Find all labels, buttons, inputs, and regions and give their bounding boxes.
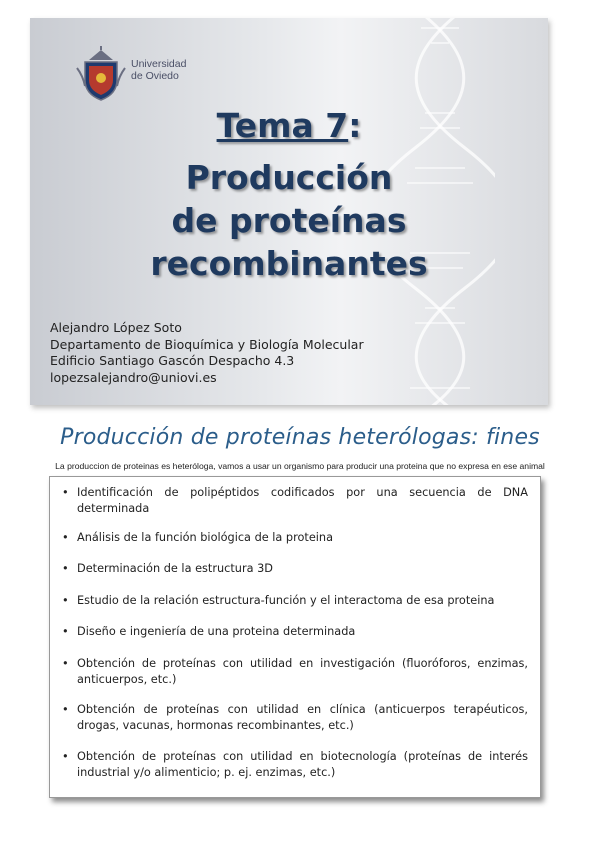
list-item-text: Análisis de la función biológica de la proteina [77,531,334,544]
bullet-icon: • [62,531,69,544]
list-item [62,702,528,734]
author-info [50,320,364,386]
slide-title [30,156,548,285]
author-department: Departamento de Bioquímica y Biología Molecular [50,336,364,352]
university-crest-icon [75,46,127,102]
list-item-text: Determinación de la estructura 3D [77,562,273,575]
purposes-card [49,476,541,798]
title-slide [30,18,548,405]
handwritten-note: La produccion de proteinas es heteróloga, vamos a usar un organismo para producir una proteina que no expresa en ese animal [55,461,545,471]
university-name-line2: de Oviedo [131,70,179,82]
bullet-icon: • [62,625,69,638]
bullet-icon: • [62,594,69,607]
list-item [62,485,528,517]
list-item [62,593,528,609]
bullet-icon: • [62,657,69,670]
list-item-text: Obtención de proteínas con utilidad en clínica (anticuerpos terapéuticos, drogas, vacunas, hormonas recombinantes, etc.) [77,703,528,732]
topic-label: Tema 7 [216,106,349,145]
university-name-line1: Universidad [131,58,187,70]
list-item [62,749,528,781]
section-title: Producción de proteínas heterólogas: fines [60,425,540,450]
list-item-text: Diseño e ingeniería de una proteina determinada [77,625,356,638]
list-item-text: Identificación de polipéptidos codificados por una secuencia de DNA determinada [77,486,528,515]
list-item [62,530,528,546]
university-logo [75,46,215,102]
bullet-icon: • [62,750,69,763]
bullet-icon: • [62,703,69,716]
slide-title-line-2: de proteínas [171,201,407,240]
list-item-text: Obtención de proteínas con utilidad en investigación (fluoróforos, enzimas, anticuerpos, etc.) [77,657,528,686]
topic-colon: : [348,106,362,145]
slide-title-block [30,106,548,285]
list-item [62,656,528,688]
author-name: Alejandro López Soto [50,320,182,335]
list-item-text: Estudio de la relación estructura-función y el interactoma de esa proteina [77,594,495,607]
list-item [62,624,528,640]
list-item [62,561,528,577]
topic-number [217,106,362,146]
slide-title-line-3: recombinantes [150,244,428,283]
bullet-icon: • [62,486,69,499]
author-email: lopezsalejandro@uniovi.es [50,369,217,385]
university-name [131,58,186,82]
author-office: Edificio Santiago Gascón Despacho 4.3 [50,353,295,368]
bullet-icon: • [62,562,69,575]
list-item-text: Obtención de proteínas con utilidad en biotecnología (proteínas de interés industrial y/o alimenticio; p. ej. enzimas, etc.) [77,750,528,779]
slide-title-line-1: Producción [185,158,393,197]
